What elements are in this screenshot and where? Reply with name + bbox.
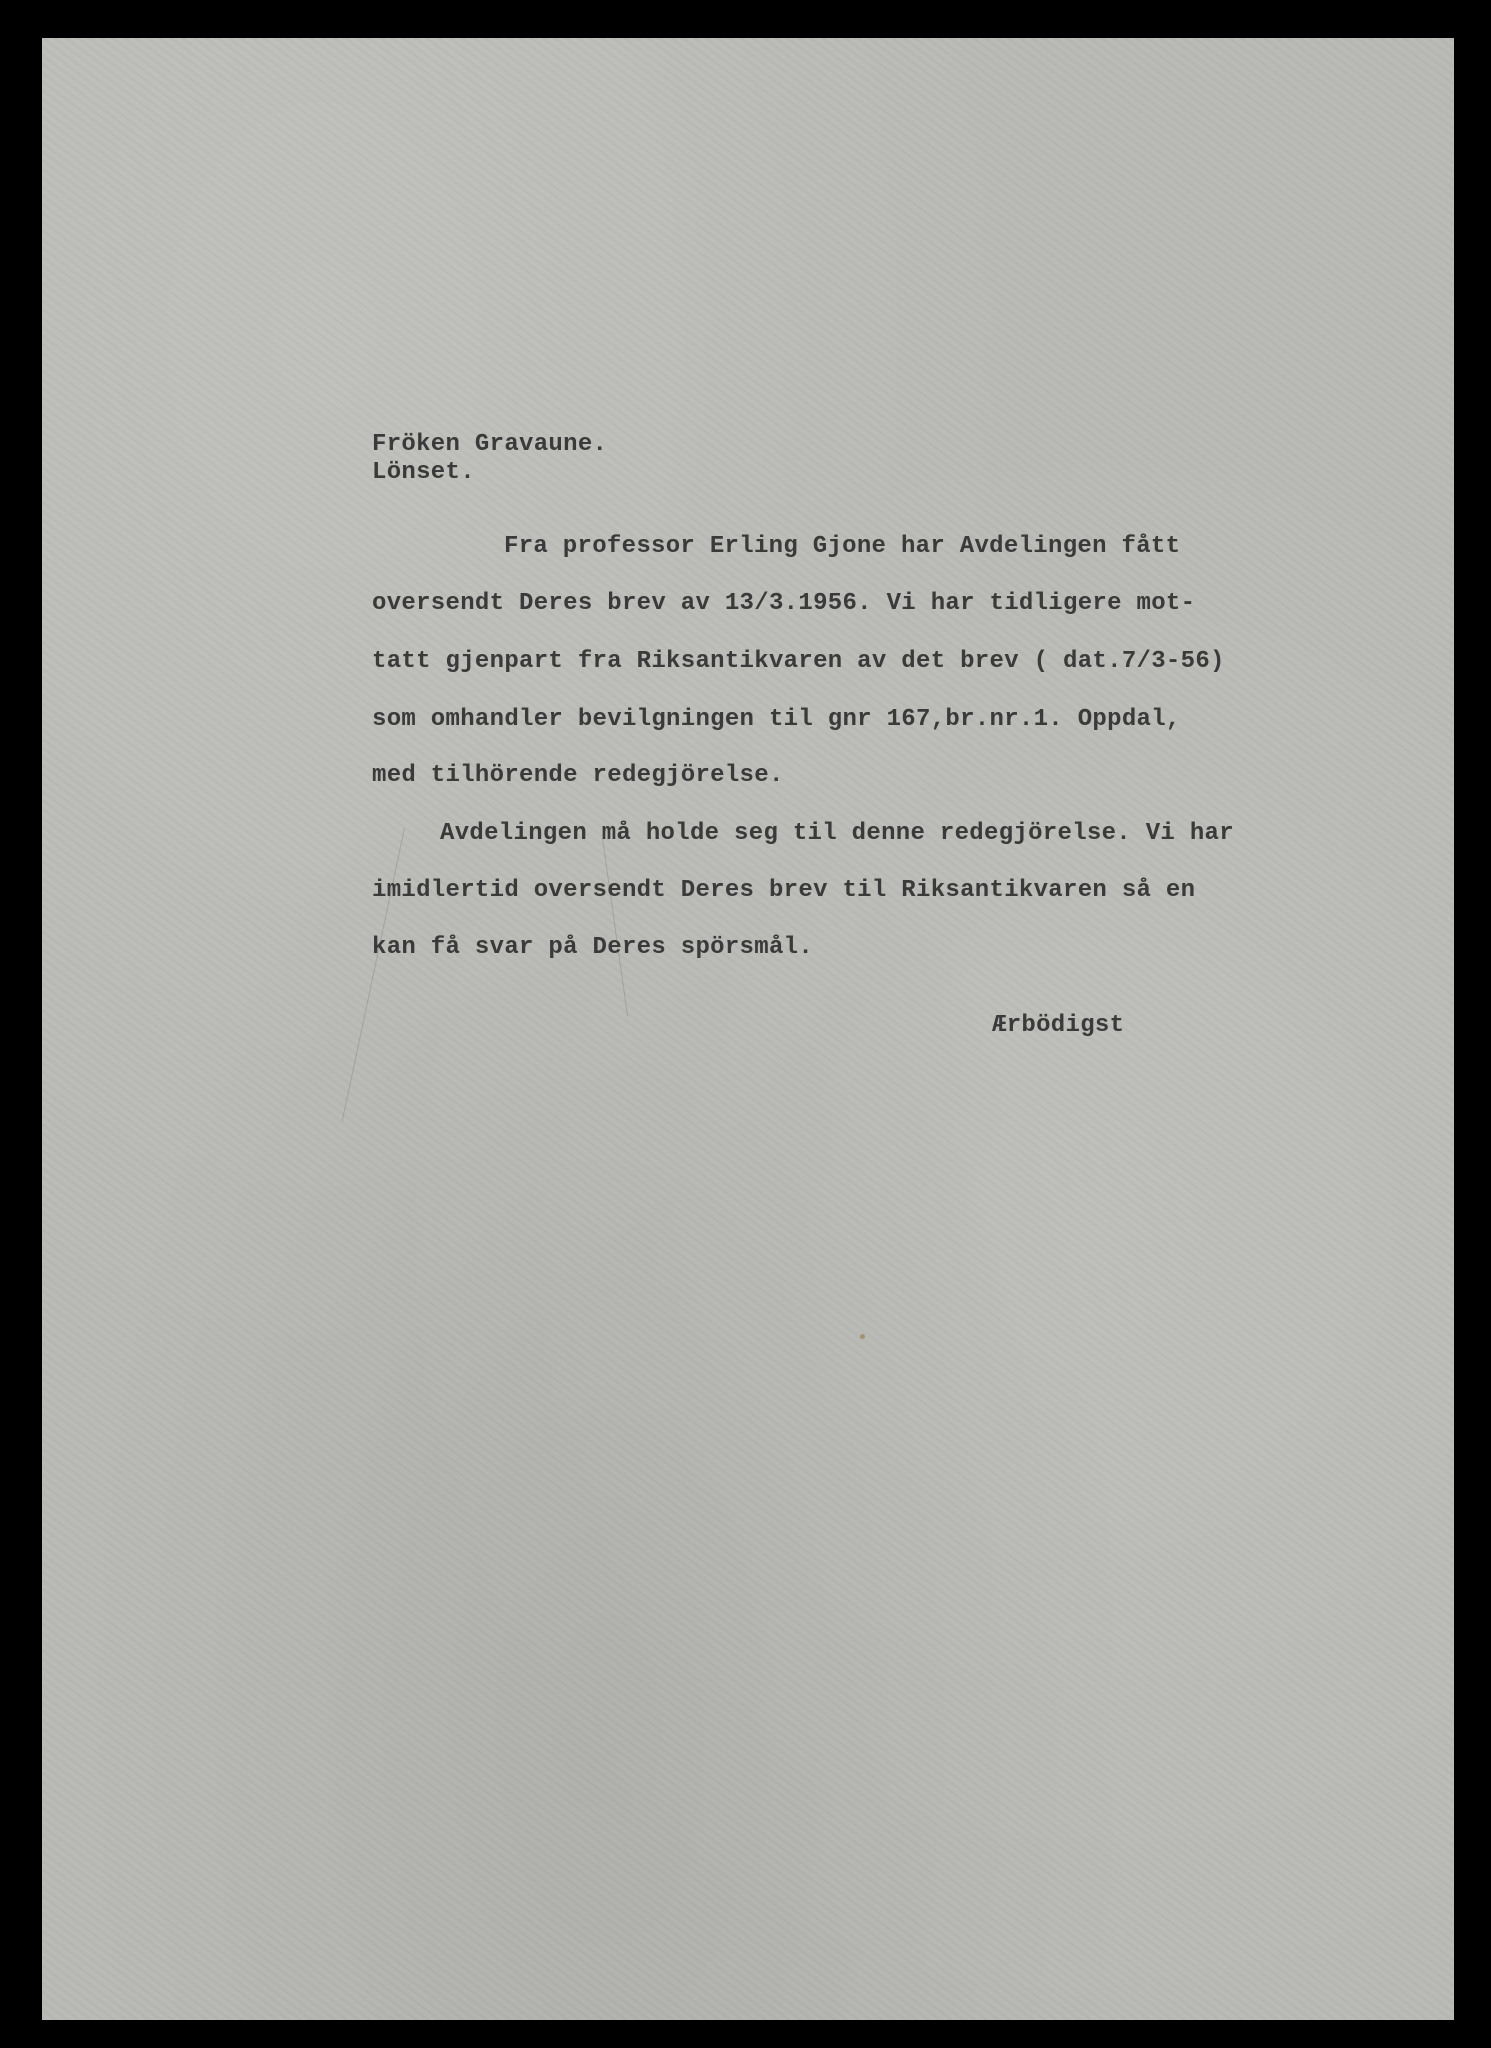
letter-page (42, 38, 1454, 2020)
paper-crease (342, 828, 405, 1122)
paper-stain (860, 1334, 865, 1339)
body-line: med tilhörende redegjörelse. (372, 762, 784, 789)
body-line: kan få svar på Deres spörsmål. (372, 934, 814, 961)
body-line: Avdelingen må holde seg til denne redegjörelse. Vi har (440, 820, 1234, 847)
closing: Ærbödigst (992, 1012, 1125, 1039)
body-line: som omhandler bevilgningen til gnr 167,br.nr.1. Oppdal, (372, 706, 1181, 733)
body-line: imidlertid oversendt Deres brev til Riksantikvaren så en (372, 877, 1196, 904)
body-line: oversendt Deres brev av 13/3.1956. Vi har tidligere mot- (372, 590, 1196, 617)
body-line: Fra professor Erling Gjone har Avdelingen fått (504, 533, 1181, 560)
recipient-place: Lönset. (372, 459, 475, 486)
paper-crease (602, 838, 628, 1016)
recipient-name: Fröken Gravaune. (372, 431, 608, 458)
body-line: tatt gjenpart fra Riksantikvaren av det brev ( dat.7/3-56) (372, 648, 1225, 675)
